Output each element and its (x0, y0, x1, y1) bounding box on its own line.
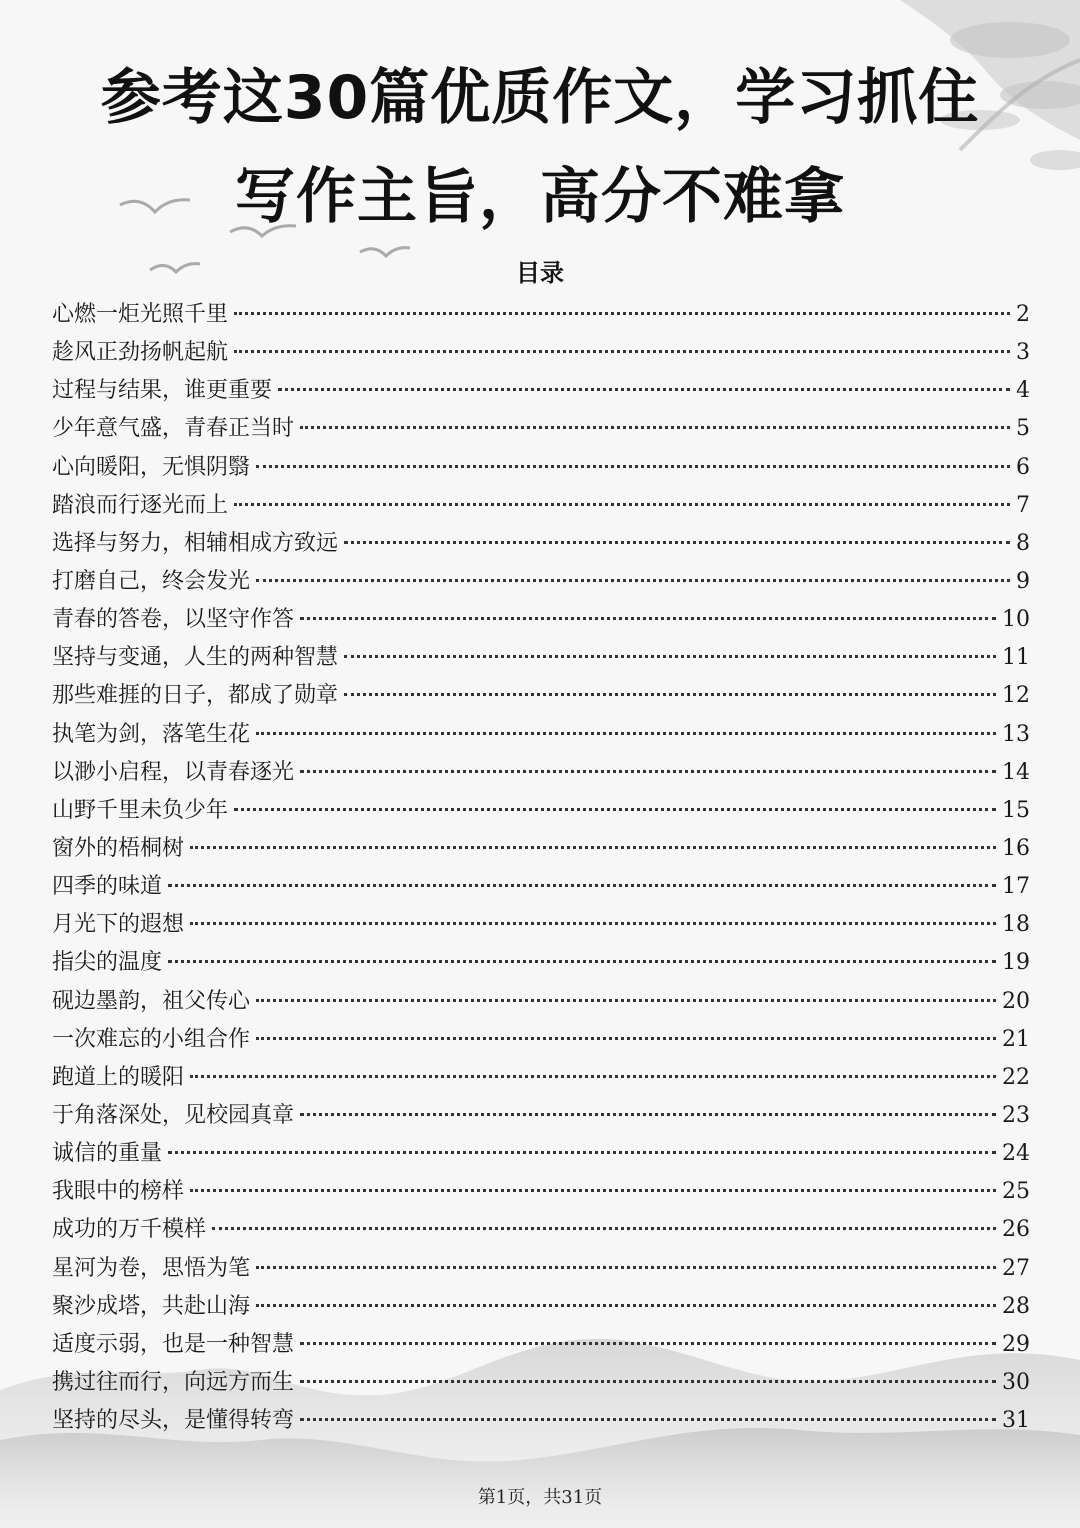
toc-entry-title: 以渺小启程，以青春逐光 (52, 759, 295, 785)
toc-leader-dots (234, 312, 1010, 315)
toc-entry[interactable] (52, 410, 1030, 448)
toc-entry-page: 21 (1002, 1026, 1030, 1052)
toc-leader-dots (212, 1227, 996, 1230)
toc-entry-title: 过程与结果，谁更重要 (52, 378, 273, 404)
toc-entry-title: 坚持的尽头，是懂得转弯 (52, 1408, 295, 1434)
toc-leader-dots (256, 999, 996, 1002)
toc-entry[interactable] (52, 487, 1030, 525)
toc-entry-page: 4 (1016, 378, 1030, 404)
toc-leader-dots (278, 388, 1010, 391)
toc-entry-page: 10 (1002, 607, 1030, 633)
toc-leader-dots (256, 732, 996, 735)
toc-entry-title: 心燃一炬光照千里 (52, 302, 229, 327)
toc-entry-page: 5 (1016, 416, 1030, 442)
toc-entry-title: 适度示弱，也是一种智慧 (52, 1331, 295, 1357)
toc-entry-page: 24 (1002, 1141, 1030, 1167)
toc-entry-title: 趁风正劲扬帆起航 (52, 340, 229, 366)
toc-entry[interactable] (52, 1402, 1030, 1440)
toc-entry[interactable] (52, 1211, 1030, 1249)
toc-entry-page: 17 (1002, 874, 1030, 900)
toc-leader-dots (344, 541, 1010, 544)
toc-entry-title: 四季的味道 (52, 874, 163, 900)
toc-leader-dots (256, 465, 1010, 468)
toc-entry-page: 15 (1002, 797, 1030, 823)
toc-leader-dots (190, 1075, 996, 1078)
toc-entry[interactable] (52, 906, 1030, 944)
toc-entry-page: 27 (1002, 1255, 1030, 1281)
toc-leader-dots (300, 1113, 996, 1116)
toc-leader-dots (190, 846, 996, 849)
toc-entry[interactable] (52, 449, 1030, 487)
toc-leader-dots (256, 579, 1010, 582)
toc-leader-dots (168, 960, 996, 963)
toc-entry-title: 星河为卷，思悟为笔 (52, 1255, 251, 1281)
toc-entry-title: 那些难捱的日子，都成了勋章 (52, 683, 339, 709)
toc-entry[interactable] (52, 677, 1030, 715)
toc-entry-title: 踏浪而行逐光而上 (52, 492, 229, 518)
toc-entry-page: 16 (1002, 835, 1030, 861)
toc-entry-title: 聚沙成塔，共赴山海 (52, 1293, 251, 1319)
toc-entry[interactable] (52, 868, 1030, 906)
toc-entry-page: 6 (1016, 454, 1030, 480)
toc-entry[interactable] (52, 1097, 1030, 1135)
toc-entry[interactable] (52, 525, 1030, 563)
toc-entry-page: 12 (1002, 683, 1030, 709)
toc-entry-title: 成功的万千模样 (52, 1217, 207, 1243)
toc-entry-title: 青春的答卷，以坚守作答 (52, 607, 295, 633)
toc-entry-page: 19 (1002, 950, 1030, 976)
toc-entry-page: 20 (1002, 988, 1030, 1014)
toc-entry[interactable] (52, 1173, 1030, 1211)
toc-entry[interactable] (52, 1135, 1030, 1173)
toc-entry[interactable] (52, 601, 1030, 639)
toc-entry-title: 携过往而行，向远方而生 (52, 1369, 295, 1395)
toc-leader-dots (168, 884, 996, 887)
toc-entry-title: 我眼中的榜样 (52, 1179, 185, 1205)
toc-entry-title: 一次难忘的小组合作 (52, 1026, 251, 1052)
toc-entry-title: 坚持与变通，人生的两种智慧 (52, 645, 339, 671)
toc-entry-title: 执笔为剑，落笔生花 (52, 721, 251, 747)
toc-leader-dots (300, 1418, 996, 1421)
toc-entry-title: 月光下的遐想 (52, 912, 185, 938)
toc-entry[interactable] (52, 754, 1030, 792)
toc-entry[interactable] (52, 1059, 1030, 1097)
toc-heading: 目录 (516, 259, 564, 287)
toc-entry-title: 打磨自己，终会发光 (52, 568, 251, 594)
toc-leader-dots (344, 655, 996, 658)
toc-entry-page: 31 (1002, 1408, 1030, 1434)
toc-entry[interactable] (52, 1021, 1030, 1059)
toc-entry[interactable] (52, 334, 1030, 372)
toc-entry-page: 22 (1002, 1064, 1030, 1090)
toc-leader-dots (234, 503, 1010, 506)
toc-entry[interactable] (52, 983, 1030, 1021)
toc-entry-title: 跑道上的暖阳 (52, 1064, 185, 1090)
toc-leader-dots (256, 1037, 996, 1040)
toc-entry-title: 少年意气盛，青春正当时 (52, 416, 295, 442)
toc-entry[interactable] (52, 830, 1030, 868)
toc-leader-dots (168, 1151, 996, 1154)
toc-entry-page: 23 (1002, 1102, 1030, 1128)
toc-leader-dots (300, 1342, 996, 1345)
toc-entry[interactable] (52, 1326, 1030, 1364)
table-of-contents (52, 296, 1030, 1440)
toc-entry[interactable] (52, 1364, 1030, 1402)
toc-entry-title: 砚边墨韵，祖父传心 (52, 988, 251, 1014)
toc-entry[interactable] (52, 639, 1030, 677)
toc-entry[interactable] (52, 944, 1030, 982)
toc-leader-dots (190, 922, 996, 925)
toc-entry-page: 26 (1002, 1217, 1030, 1243)
toc-entry-page: 14 (1002, 759, 1030, 785)
toc-entry[interactable] (52, 792, 1030, 830)
toc-leader-dots (234, 808, 996, 811)
toc-entry[interactable] (52, 716, 1030, 754)
toc-entry-page: 13 (1002, 721, 1030, 747)
toc-entry-page: 28 (1002, 1293, 1030, 1319)
toc-entry[interactable] (52, 563, 1030, 601)
toc-entry-title: 选择与努力，相辅相成方致远 (52, 530, 339, 556)
toc-entry-title: 指尖的温度 (52, 950, 163, 976)
toc-entry[interactable] (52, 1250, 1030, 1288)
page-title-line-2: 写作主旨，高分不难拿 (235, 162, 845, 232)
toc-entry-title: 于角落深处，见校园真章 (52, 1102, 295, 1128)
toc-entry-page: 25 (1002, 1179, 1030, 1205)
toc-entry-page: 9 (1016, 568, 1030, 594)
toc-entry-title: 心向暖阳，无惧阴翳 (52, 454, 251, 480)
toc-leader-dots (256, 1304, 996, 1307)
toc-entry-page: 7 (1016, 492, 1030, 518)
toc-leader-dots (300, 770, 996, 773)
toc-entry[interactable] (52, 1288, 1030, 1326)
toc-entry-title: 诚信的重量 (52, 1141, 163, 1167)
toc-entry-page: 30 (1002, 1369, 1030, 1395)
toc-leader-dots (190, 1189, 996, 1192)
toc-leader-dots (234, 350, 1010, 353)
toc-entry-title: 窗外的梧桐树 (52, 835, 185, 861)
toc-leader-dots (300, 1380, 996, 1383)
toc-leader-dots (300, 617, 996, 620)
toc-entry-page: 2 (1016, 302, 1030, 327)
toc-entry-page: 18 (1002, 912, 1030, 938)
toc-leader-dots (300, 426, 1010, 429)
page-footer: 第1页，共31页 (477, 1487, 603, 1508)
toc-entry[interactable] (52, 372, 1030, 410)
toc-entry-page: 3 (1016, 340, 1030, 366)
toc-entry-title: 山野千里未负少年 (52, 797, 229, 823)
toc-entry[interactable] (52, 296, 1030, 334)
page-title-line-1: 参考这30篇优质作文，学习抓住 (100, 63, 980, 133)
toc-entry-page: 29 (1002, 1331, 1030, 1357)
toc-leader-dots (344, 693, 996, 696)
toc-entry-page: 11 (1002, 645, 1030, 671)
toc-leader-dots (256, 1266, 996, 1269)
toc-entry-page: 8 (1016, 530, 1030, 556)
